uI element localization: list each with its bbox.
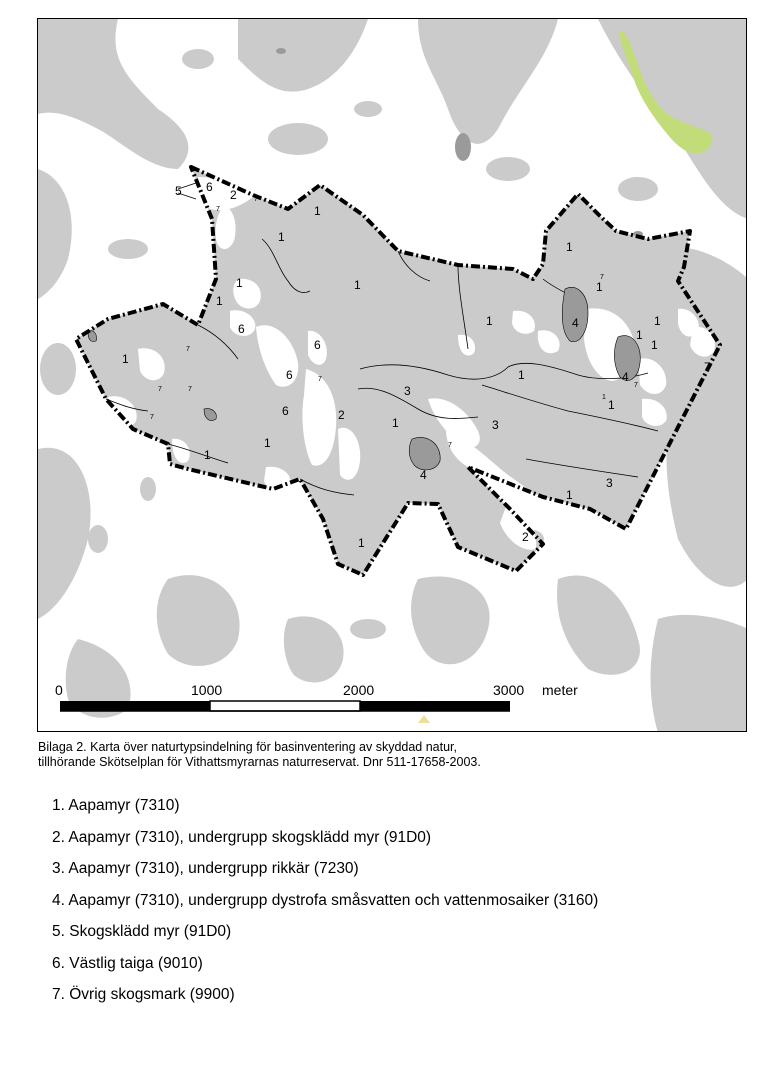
zone-label: 1	[654, 314, 661, 328]
zone-label: 3	[492, 418, 499, 432]
legend-item: 1. Aapamyr (7310)	[52, 797, 180, 814]
zone-label: 1	[602, 394, 606, 401]
scale-segment	[210, 701, 360, 711]
zone-label: 5	[175, 184, 182, 198]
caption-line: tillhörande Skötselplan för Vithattsmyrarnas naturreservat. Dnr 511-17658-2003.	[38, 755, 481, 769]
zone-label: 2	[338, 408, 345, 422]
legend-item: 7. Övrig skogsmark (9900)	[52, 986, 235, 1003]
scale-bar	[55, 682, 578, 711]
north-marker-icon	[418, 715, 430, 723]
zone-label: 7	[216, 206, 220, 213]
zone-label: 1	[122, 352, 129, 366]
zone-label: 1	[596, 280, 603, 294]
legend-item: 2. Aapamyr (7310), undergrupp skogsklädd myr (91D0)	[52, 828, 432, 846]
zone-label: 4	[572, 316, 579, 330]
zone-label: 4	[420, 468, 427, 482]
zone-label: 7	[254, 196, 258, 203]
scale-tick-label: 2000	[343, 682, 375, 698]
map-frame	[37, 18, 747, 732]
legend-item: 3. Aapamyr (7310), undergrupp rikkär (7230)	[52, 860, 359, 877]
zone-label: 7	[634, 382, 638, 389]
zone-label: 1	[358, 536, 365, 550]
map-caption	[38, 740, 738, 770]
zone-label: 1	[216, 294, 223, 308]
zone-label: 1	[486, 314, 493, 328]
scale-segment	[360, 701, 510, 711]
zone-label: 1	[636, 328, 643, 342]
legend-item: 6. Västlig taiga (9010)	[52, 954, 203, 972]
zone-label: 7	[186, 346, 190, 353]
zone-label: 3	[606, 476, 613, 490]
zone-label: 7	[158, 386, 162, 393]
nature-type-map	[38, 19, 747, 732]
zone-label: 7	[150, 414, 154, 421]
zone-label: 6	[238, 322, 245, 336]
zone-label: 1	[264, 436, 271, 450]
zone-label: 4	[622, 370, 629, 384]
map-legend	[52, 796, 598, 1017]
zone-label: 7	[188, 386, 192, 393]
zone-label: 1	[608, 398, 615, 412]
zone-label: 6	[206, 180, 213, 194]
legend-item: 4. Aapamyr (7310), undergrupp dystrofa småsvatten och vattenmosaiker (3160)	[52, 891, 599, 909]
zone-label: 6	[282, 404, 289, 418]
zone-label: 7	[704, 360, 711, 374]
legend-item: 5. Skogsklädd myr (91D0)	[52, 923, 232, 940]
scale-tick-label: 3000	[493, 682, 525, 698]
zone-label: 7	[448, 442, 452, 449]
zone-label: 1	[566, 488, 573, 502]
scale-tick-label: 0	[55, 682, 63, 698]
zone-label: 1	[314, 204, 321, 218]
zone-label: 2	[522, 530, 529, 544]
scale-tick-label: 1000	[191, 682, 223, 698]
zone-label: 1	[204, 448, 211, 462]
zone-label: 1	[518, 368, 525, 382]
zone-label: 3	[404, 384, 411, 398]
caption-line: Bilaga 2. Karta över naturtypsindelning för basinventering av skyddad natur,	[38, 740, 458, 754]
zone-label: 7	[600, 274, 604, 281]
zone-label: 1	[392, 416, 399, 430]
zone-label: 7	[318, 376, 322, 383]
zone-label: 6	[314, 338, 321, 352]
zone-label: 1	[354, 278, 361, 292]
zone-label: 1	[566, 240, 573, 254]
zone-label: 1	[236, 276, 243, 290]
zone-label: 2	[230, 188, 237, 202]
zone-label: 1	[651, 338, 658, 352]
scale-segment	[60, 701, 210, 711]
scale-unit-label: meter	[542, 682, 578, 698]
zone-label: 1	[278, 230, 285, 244]
zone-label: 6	[286, 368, 293, 382]
